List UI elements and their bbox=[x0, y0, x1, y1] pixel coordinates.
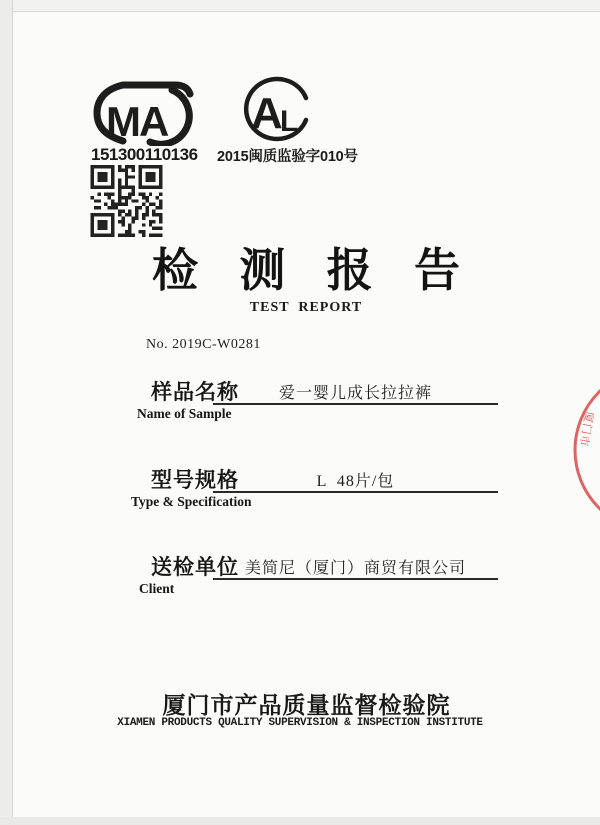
red-seal-stamp bbox=[555, 385, 600, 520]
cma-logo-text: MA bbox=[106, 98, 168, 145]
title-char: 报 bbox=[326, 244, 373, 296]
field-label-client: 送检单位 bbox=[151, 556, 239, 579]
cal-logo-icon bbox=[242, 76, 312, 142]
field-sublabel-client: Client bbox=[139, 581, 175, 596]
field-value-sample-name: 爱一婴儿成长拉拉裤 bbox=[213, 383, 498, 405]
cal-registration-text: 2015闽质监验字010号 bbox=[217, 149, 358, 165]
title-char: 告 bbox=[413, 244, 460, 296]
report-number: No. 2019C-W0281 bbox=[146, 337, 261, 352]
field-sublabel-sample-name: Name of Sample bbox=[137, 406, 232, 421]
field-label-sample-name: 样品名称 bbox=[151, 381, 239, 404]
title-char: 测 bbox=[239, 244, 286, 296]
report-title-cn bbox=[152, 244, 460, 296]
scan-edge-bottom bbox=[0, 817, 600, 825]
scan-edge-left bbox=[0, 0, 13, 825]
report-title-en: TEST REPORT bbox=[249, 300, 363, 315]
field-label-type-spec: 型号规格 bbox=[151, 469, 239, 492]
qr-code bbox=[90, 165, 163, 237]
title-char: 检 bbox=[152, 244, 198, 296]
cma-number: 151300110136 bbox=[91, 145, 198, 164]
scan-edge-top bbox=[0, 0, 600, 12]
cal-letter-a: A bbox=[251, 89, 283, 138]
field-sublabel-type-spec: Type & Specification bbox=[131, 494, 252, 509]
field-value-type-spec: L 48片/包 bbox=[213, 471, 498, 493]
institute-name-en: XIAMEN PRODUCTS QUALITY SUPERVISION & INSPECTION INSTITUTE bbox=[117, 717, 483, 729]
institute-name-cn: 厦门市产品质量监督检验院 bbox=[162, 693, 451, 718]
field-value-client: 美简尼（厦门）商贸有限公司 bbox=[213, 558, 498, 580]
cal-letter-l: L bbox=[280, 105, 299, 138]
red-seal-text: 厦门市 bbox=[576, 410, 595, 449]
cma-logo-icon bbox=[93, 80, 197, 146]
